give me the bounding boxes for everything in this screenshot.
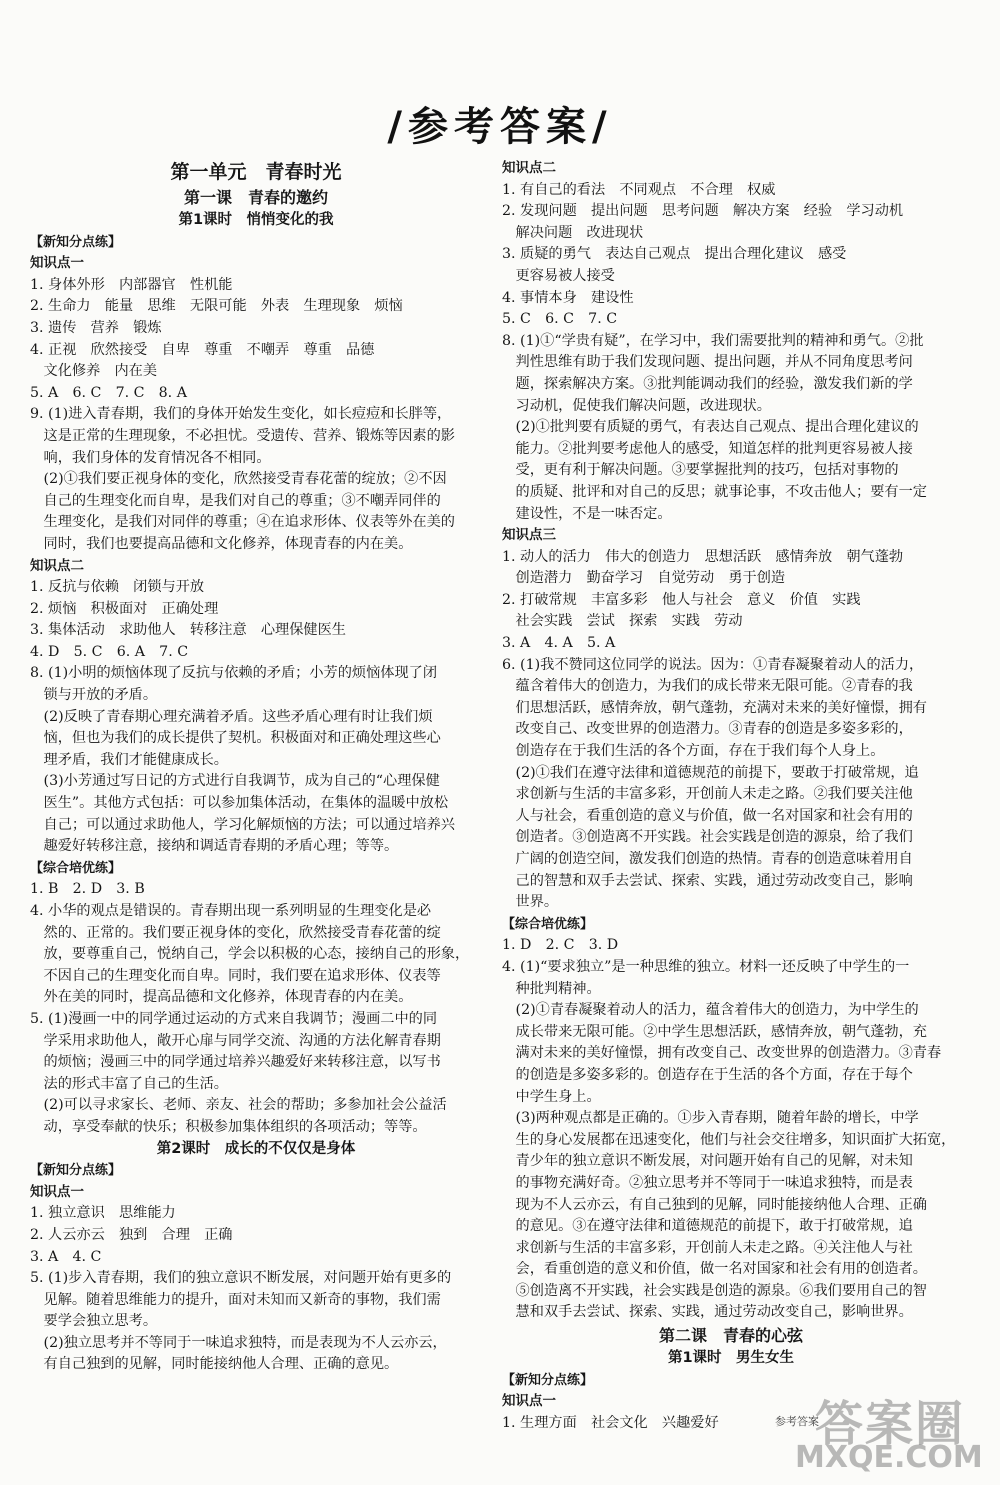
section-label: 【新知分点练】 xyxy=(30,1163,122,1179)
answer-line: 5. C 6. C 7. C xyxy=(502,311,618,328)
answer-line: 能力。②批判要考虑他人的感受，知道怎样的批判更容易被人接 xyxy=(502,440,913,457)
answer-line: (2)①批判要有质疑的勇气，有表达自己观点、提出合理化建议的 xyxy=(502,419,919,436)
answer-line: 创造潜力 勤奋学习 自觉劳动 勇于创造 xyxy=(502,570,786,587)
unit-title: 第一单元 青春时光 xyxy=(170,161,342,183)
answer-line: 社会实践 尝试 探索 实践 劳动 xyxy=(502,613,743,630)
answer-line: 4. 小华的观点是错误的。青春期出现一系列明显的生理变化是必 xyxy=(30,903,432,919)
answer-line: 题，探索解决方案。③批判能调动我们的经验，激发我们新的学 xyxy=(502,375,913,392)
footer-label: 参考答案 xyxy=(775,1415,819,1428)
answer-line: 创造存在于我们生活的各个方面，存在于我们每个人身上。 xyxy=(502,743,885,760)
answer-line: 更容易被人接受 xyxy=(502,267,615,284)
answer-line: 锁与开放的矛盾。 xyxy=(30,687,158,704)
answer-line: 1. 反抗与依赖 闭锁与开放 xyxy=(30,579,205,596)
section-label: 【新知分点练】 xyxy=(502,1372,594,1388)
answer-line: 5. (1)步入青春期，我们的独立意识不断发展，对问题开始有更多的 xyxy=(30,1270,452,1287)
answer-line: 2. 打破常规 丰富多彩 他人与社会 意义 价值 实践 xyxy=(502,591,861,608)
answer-line: (2)独立思考并不等同于一味追求独特，而是表现为不人云亦云， xyxy=(30,1334,447,1351)
answer-line: 8. (1)①“学贵有疑”，在学习中，我们需要批判的精神和勇气。②批 xyxy=(502,332,924,349)
answer-line: 3. 集体活动 求助他人 转移注意 心理保健医生 xyxy=(30,622,346,639)
knowledge-point-heading: 知识点一 xyxy=(30,1183,84,1200)
answer-line: 的意见。③在遵守法律和道德规范的前提下，敢于打破常规，追 xyxy=(502,1218,913,1235)
answer-line: 种批判精神。 xyxy=(502,980,601,997)
answer-line: 的创造是多姿多彩的。创造存在于生活的各个方面，存在于每个 xyxy=(502,1066,913,1083)
answer-line: 6. (1)我不赞同这位同学的说法。因为：①青春凝聚着动人的活力， xyxy=(502,656,924,673)
answer-line: 同时，我们也要提高品德和文化修养，体现青春的内在美。 xyxy=(30,535,413,552)
lesson-title: 第二课 青春的心弦 xyxy=(658,1326,803,1346)
answer-line: 的烦恼；漫画三中的同学通过培养兴趣爱好来转移注意，以写书 xyxy=(30,1054,441,1071)
answer-line: 受，更有利于解决问题。③要掌握批判的技巧，包括对事物的 xyxy=(502,462,899,479)
answer-line: 生的身心发展都在迅速变化，他们与社会交往增多，知识面扩大拓宽， xyxy=(502,1131,956,1148)
section-label: 【综合培优练】 xyxy=(30,860,122,876)
answer-line: 5. A 6. C 7. C 8. A xyxy=(30,384,187,401)
answer-line: 8. (1)小明的烦恼体现了反抗与依赖的矛盾；小芳的烦恼体现了闭 xyxy=(30,665,438,682)
period-title: 第2课时 成长的不仅仅是身体 xyxy=(156,1140,356,1157)
answer-line: 们思想活跃，感情奔放，朝气蓬勃，充满对未来的美好憧憬，拥有 xyxy=(502,699,927,716)
answer-line: 趣爱好转移注意，接纳和调适青春期的矛盾心理；等等。 xyxy=(30,838,399,855)
answer-line: 2. 生命力 能量 思维 无限可能 外表 生理现象 烦恼 xyxy=(30,298,403,315)
answer-line: 见解。随着思维能力的提升，面对未知而又新奇的事物，我们需 xyxy=(30,1291,441,1308)
answer-line: (3)小芳通过写日记的方式进行自我调节，成为自己的“心理保健 xyxy=(30,773,440,790)
answer-line: 成长带来无限可能。②中学生思想活跃，感情奔放，朝气蓬勃，充 xyxy=(502,1023,927,1040)
answer-line: 慧和双手去尝试、探索、实践，通过劳动改变自己，影响世界。 xyxy=(502,1304,913,1321)
answer-line: 3. 遗传 营养 锻炼 xyxy=(30,319,162,336)
answer-line: (2)①我们要正视身体的变化，欣然接受青春花蕾的绽放；②不因 xyxy=(30,471,447,488)
answer-line: 4. (1)“要求独立”是一种思维的独立。材料一还反映了中学生的一 xyxy=(502,958,910,975)
answer-line: 的事物充满好奇。②独立思考并不等同于一味追求独特，而是表 xyxy=(502,1174,913,1191)
answer-line: 1. D 2. C 3. D xyxy=(502,937,619,954)
answer-line: 5. (1)漫画一中的同学通过运动的方式来自我调节；漫画二中的同 xyxy=(30,1010,438,1027)
answer-line: 响，我们身体的发育情况各不相同。 xyxy=(30,449,271,466)
answer-line: 习动机，促使我们解决问题，改进现状。 xyxy=(502,397,771,414)
answer-line: 3. A 4. C xyxy=(30,1248,102,1265)
answer-line: 不因自己的生理变化而自卑。同时，我们要在追求形体、仪表等 xyxy=(30,967,441,984)
answer-line: 2. 发现问题 提出问题 思考问题 解决方案 经验 学习动机 xyxy=(502,203,904,220)
answer-line: 医生”。其他方式包括：可以参加集体活动，在集体的温暖中放松 xyxy=(30,795,449,812)
answer-line: (2)①青春凝聚着动人的活力，蕴含着伟大的创造力，为中学生的 xyxy=(502,1002,919,1019)
answer-line: 恼，但也为我们的成长提供了契机。积极面对和正确处理这些心 xyxy=(30,730,441,747)
answer-line: 要学会独立思考。 xyxy=(30,1313,158,1330)
answer-line: 文化修养 内在美 xyxy=(30,363,158,380)
answer-line: 自己；可以通过求助他人，学习化解烦恼的方法；可以通过培养兴 xyxy=(30,816,455,833)
answer-line: 这是正常的生理现象，不必担忧。受遗传、营养、锻炼等因素的影 xyxy=(30,427,455,444)
answer-line: 判性思维有助于我们发现问题、提出问题，并从不同角度思考问 xyxy=(502,354,913,371)
watermark-url: MXQE.COM xyxy=(795,1440,983,1475)
answer-line: 满对未来的美好憧憬，拥有改变自己、改变世界的创造潜力。③青春 xyxy=(502,1045,942,1062)
answer-line: 放，要尊重自己，悦纳自己，学会以积极的心态，接纳自己的形象， xyxy=(30,946,470,963)
answer-line: 创造者。③创造离不开实践。社会实践是创造的源泉，给了我们 xyxy=(502,829,913,846)
answer-line: 4. D 5. C 6. A 7. C xyxy=(30,643,189,660)
answer-line: 生理变化，是我们对同伴的尊重；④在追求形体、仪表等外在美的 xyxy=(30,514,455,531)
answer-line: 人与社会，看重创造的意义与价值，做一名对国家和社会有用的 xyxy=(502,807,913,824)
knowledge-point-heading: 知识点二 xyxy=(30,557,84,574)
answer-line: 1. 生理方面 社会文化 兴趣爱好 xyxy=(502,1414,719,1431)
answer-line: 3. A 4. A 5. A xyxy=(502,635,616,652)
answer-line: 理矛盾，我们才能健康成长。 xyxy=(30,751,228,768)
answer-line: 外在美的同时，提高品德和文化修养，体现青春的内在美。 xyxy=(30,989,413,1006)
answer-line: (2)①我们在遵守法律和道德规范的前提下，要敢于打破常规，追 xyxy=(502,764,919,781)
knowledge-point-heading: 知识点二 xyxy=(502,160,556,176)
right-column xyxy=(502,158,960,1434)
answer-line: 3. 质疑的勇气 表达自己观点 提出合理化建议 感受 xyxy=(502,246,847,263)
answer-line: 青少年的独立意识不断发展，对问题开始有自己的见解，对未知 xyxy=(502,1153,913,1170)
period-title: 第1课时 男生女生 xyxy=(667,1350,795,1367)
answer-line: 建设性，不是一味否定。 xyxy=(502,505,672,522)
lesson-title: 第一课 青春的邀约 xyxy=(183,188,328,207)
answer-line: 1. 身体外形 内部器官 性机能 xyxy=(30,276,233,293)
left-column xyxy=(30,158,482,1376)
answer-line: 学采用求助他人，敞开心扉与同学交流、沟通的方法化解青春期 xyxy=(30,1032,441,1049)
answer-line: 4. 正视 欣然接受 自卑 尊重 不嘲弄 尊重 品德 xyxy=(30,341,375,358)
answer-line: 1. 有自己的看法 不同观点 不合理 权威 xyxy=(502,181,776,198)
section-label: 【新知分点练】 xyxy=(30,234,122,250)
answer-line: 然的、正常的。我们要正视身体的变化，欣然接受青春花蕾的绽 xyxy=(30,924,441,941)
answer-line: 世界。 xyxy=(502,894,559,911)
section-label: 【综合培优练】 xyxy=(502,916,594,932)
answer-line: 2. 烦恼 积极面对 正确处理 xyxy=(30,600,219,617)
answer-line: 1. 动人的活力 伟大的创造力 思想活跃 感情奔放 朝气蓬勃 xyxy=(502,548,904,565)
answer-key-banner: /参考答案/ xyxy=(387,104,613,150)
answer-line: 现为不人云亦云，有自己独到的见解，同时能接纳他人合理、正确 xyxy=(502,1196,927,1213)
answer-line: 自己的生理变化而自卑，是我们对自己的尊重；③不嘲弄同伴的 xyxy=(30,492,441,509)
answer-line: 4. 事情本身 建设性 xyxy=(502,289,634,306)
answer-line: 求创新与生活的丰富多彩，开创前人未走之路。④关注他人与社 xyxy=(502,1239,913,1256)
answer-line: 蕴含着伟大的创造力，为我们的成长带来无限可能。②青春的我 xyxy=(502,678,913,695)
answer-line: (3)两种观点都是正确的。①步入青春期，随着年龄的增长，中学 xyxy=(502,1110,919,1127)
answer-line: 中学生身上。 xyxy=(502,1088,601,1105)
answer-line: 动，享受奉献的快乐；积极参加集体组织的各项活动；等等。 xyxy=(30,1118,427,1135)
answer-line: 会，看重创造的意义和价值，做一名对国家和社会有用的创造者。 xyxy=(502,1261,927,1278)
answer-line: 解决问题 改进现状 xyxy=(502,224,644,241)
answer-line: 的质疑、批评和对自己的反思；就事论事，不攻击他人；要有一定 xyxy=(502,483,927,500)
answer-line: 9. (1)进入青春期，我们的身体开始发生变化，如长痘痘和长胖等， xyxy=(30,406,452,423)
answer-line: 己的智慧和双手去尝试、探索、实践，通过劳动改变自己，影响 xyxy=(502,872,913,889)
answer-line: 1. B 2. D 3. B xyxy=(30,881,145,898)
answer-line: 1. 独立意识 思维能力 xyxy=(30,1205,176,1222)
answer-line: 2. 人云亦云 独到 合理 正确 xyxy=(30,1226,233,1243)
answer-line: (2)可以寻求家长、老师、亲友、社会的帮助；多参加社会公益活 xyxy=(30,1097,447,1114)
answer-line: 有自己独到的见解，同时能接纳他人合理、正确的意见。 xyxy=(30,1356,399,1373)
knowledge-point-heading: 知识点一 xyxy=(502,1393,556,1410)
period-title: 第1课时 悄悄变化的我 xyxy=(178,212,334,228)
knowledge-point-heading: 知识点三 xyxy=(502,527,556,544)
watermark-logo: 答案圈 xyxy=(815,1396,966,1452)
answer-line: (2)反映了青春期心理充满着矛盾。这些矛盾心理有时让我们烦 xyxy=(30,708,433,725)
answer-line: ⑤创造离不开实践，社会实践是创造的源泉。⑥我们要用自己的智 xyxy=(502,1282,927,1299)
knowledge-point-heading: 知识点一 xyxy=(30,255,84,272)
answer-line: 广阔的创造空间，激发我们创造的热情。青春的创造意味着用自 xyxy=(502,851,913,867)
answer-line: 改变自己、改变世界的创造潜力。③青春的创造是多姿多彩的， xyxy=(502,721,913,738)
answer-line: 求创新与生活的丰富多彩，开创前人未走之路。②我们要关注他 xyxy=(502,786,913,803)
answer-line: 法的形式丰富了自己的生活。 xyxy=(30,1075,228,1092)
